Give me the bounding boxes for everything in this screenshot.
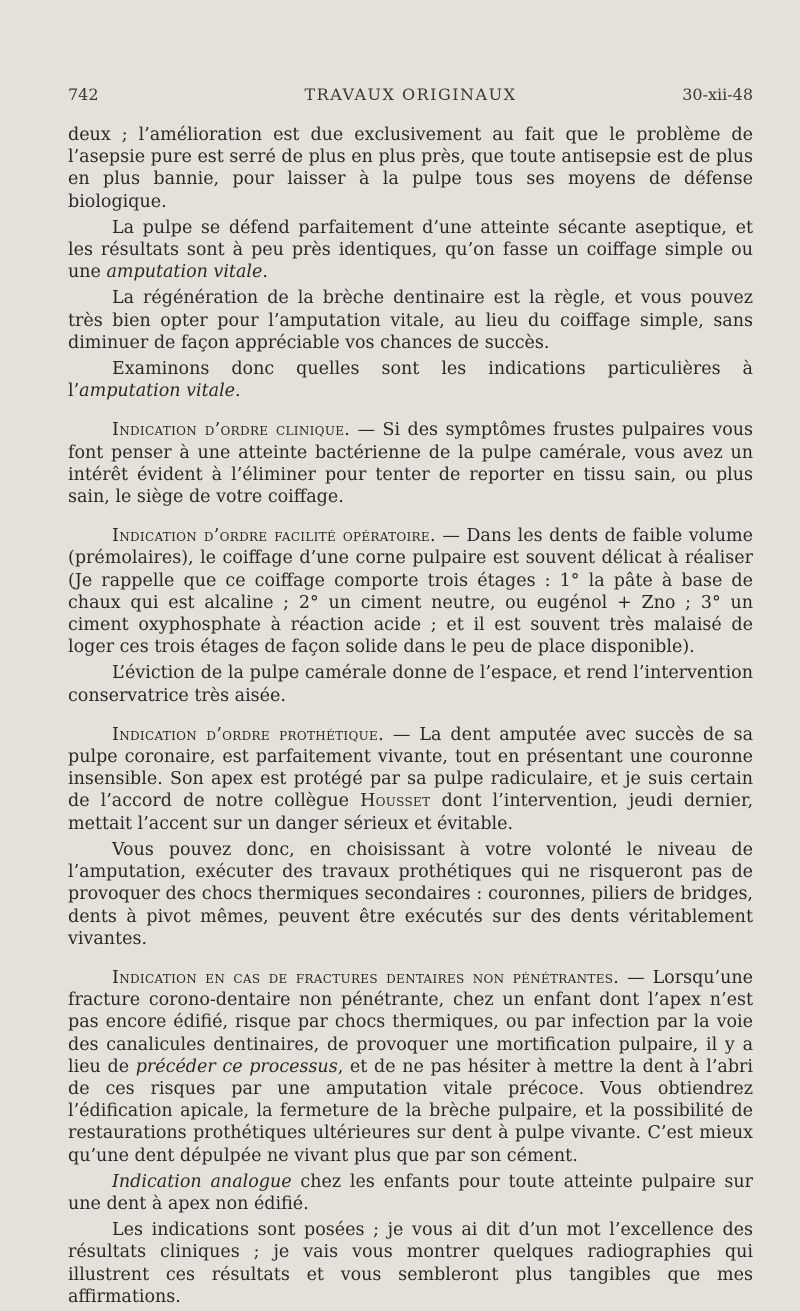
section-clinical (68, 419, 753, 508)
article-body (68, 124, 753, 1308)
section-text: — Dans les dents de faible volume (prémolaires), le coiffage d’une corne pulpaire est souvent délicat à réaliser (Je rappelle que ce coiffage comporte trois étages : 1° la pâte à base de chaux qui est alcaline ; 2° un ciment neutre, ou eugénol + Zno ; 3° un ciment oxyphosphate à réaction acide ; et il est souvent très malaisé de loger ces trois étages de façon solide dans le peu de place disponible). (68, 526, 753, 658)
text-run: Examinons donc quelles sont les indications particulières à l’ (68, 359, 753, 402)
text-run: . (262, 262, 268, 283)
section-text: , et de ne pas hésiter à mettre la dent à l’abri de ces risques par une amputation vitale précoce. Vous obtiendrez l’édification apicale, la fermeture de la brèche pulpaire, et la possibilité de restaurations prothétiques ultérieures sur dent à pulpe vivante. C’est mieux qu’une dent dépulpée ne vivant plus que par son cément. (68, 1056, 753, 1166)
section-heading: Indication d’ordre facilité opératoire. (112, 526, 436, 547)
section-text: — Si des symptômes frustes pulpaires vous font penser à une atteinte bactérienne de la pulpe camérale, vous avez un intérêt évident à l’éliminer pour tenter de reporter en tissu sain, ou plus sain, le siège de votre coiffage. (68, 420, 753, 508)
section-text: — Lorsqu’une fracture corono-dentaire non pénétrante, chez un enfant dont l’apex n’est pas encore édifié, risque par chocs thermiques, ou par infection par la voie des canalicules dentinaires, de provoquer une mortification pulpaire, il y a lieu de (68, 967, 754, 1077)
author-name: Housset (360, 791, 431, 812)
italic-term: Indication analogue (112, 1171, 292, 1192)
section-operative (68, 525, 753, 658)
paragraph-pulp-defense (68, 217, 753, 284)
paragraph-continued: deux ; l’amélioration est due exclusivement au fait que le problème de l’asepsie pure est serré de plus en plus près, que toute antisepsie est de plus en plus bannie, pour laisser à la pulpe tous ses moyens de défense biologique. (68, 125, 753, 212)
section-text: — La dent amputée avec succès de sa pulpe coronaire, est parfaitement vivante, tout en présentant une couronne insensible. Son apex est protégé par sa pulpe radiculaire, et je suis certain de l’accord de notre collègue (68, 724, 753, 812)
italic-term: amputation vitale (106, 262, 263, 283)
page-number: 742 (68, 85, 99, 104)
paragraph-prosthetic-work: Vous pouvez donc, en choisissant à votre volonté le niveau de l’amputation, exécuter des travaux prothétiques qui ne risqueront pas de provoquer des chocs thermiques secondaires : couronnes, piliers de bridges, dents à pivot mêmes, peuvent être exécutés sur des dents véritablement vivantes. (68, 839, 753, 949)
paragraph-conclusion: Les indications sont posées ; je vous ai dit d’un mot l’excellence des résultats cliniques ; je vais vous montrer quelques radiographies qui illustrent ces résultats et vous sembleront plus tangibles que mes affirmations. (68, 1220, 753, 1307)
section-prosthetic (68, 724, 753, 835)
text-run: . (235, 381, 241, 402)
running-header (68, 85, 753, 111)
italic-term: précéder ce processus (135, 1056, 338, 1077)
issue-date: 30-xii-48 (682, 85, 753, 104)
paragraph-regeneration: La régénération de la brèche dentinaire est la règle, et vous pouvez très bien opter pour l’amputation vitale, au lieu du coiffage simple, sans diminuer de façon appréciable vos chances de succès. (68, 288, 753, 353)
italic-term: amputation vitale (79, 381, 236, 402)
paragraph-analogous (68, 1171, 753, 1215)
section-text: dont l’intervention, jeudi dernier, mettait l’accent sur un danger sérieux et évitable. (68, 791, 754, 834)
paragraph-examine (68, 358, 753, 402)
text-run: chez les enfants pour toute atteinte pulpaire sur une dent à apex non édifié. (68, 1171, 753, 1214)
paragraph-eviction: L’éviction de la pulpe camérale donne de l’espace, et rend l’intervention conservatrice très aisée. (68, 663, 753, 706)
text-run: La pulpe se défend parfaitement d’une atteinte sécante aseptique, et les résultats sont à peu près identiques, qu’on fasse un coiffage simple ou une (68, 217, 753, 283)
section-heading: Indication en cas de fractures dentaires non pénétrantes. (112, 967, 620, 988)
section-heading: Indication d’ordre prothétique. (112, 724, 384, 745)
section-heading: Indication d’ordre clinique. (112, 420, 351, 441)
running-title: TRAVAUX ORIGINAUX (304, 85, 517, 104)
section-fractures (68, 967, 753, 1167)
